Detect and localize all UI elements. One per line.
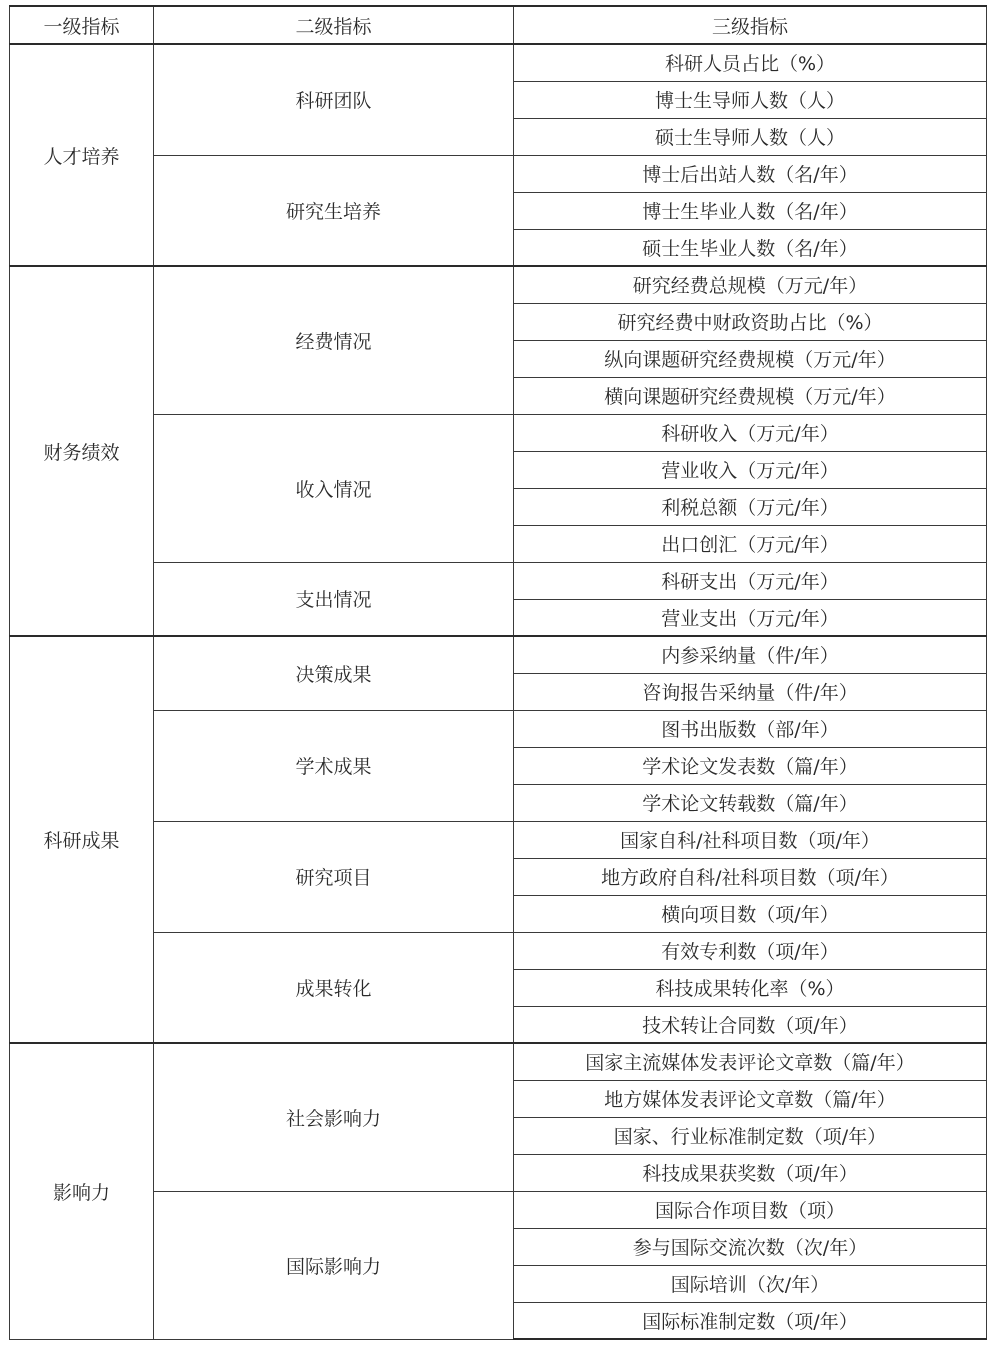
level-3-indicator: 学术论文发表数（篇/年） (514, 747, 987, 784)
level-3-indicator: 科技成果转化率（%） (514, 969, 987, 1006)
level-3-indicator: 研究经费中财政资助占比（%） (514, 303, 987, 340)
level-3-indicator: 研究经费总规模（万元/年） (514, 266, 987, 303)
table-row (10, 44, 987, 81)
level-3-indicator: 硕士生导师人数（人） (514, 118, 987, 155)
table-row (10, 155, 987, 192)
level-2-indicator: 科研团队 (154, 44, 514, 155)
level-3-indicator: 国家、行业标准制定数（项/年） (514, 1117, 987, 1154)
table-row (10, 932, 987, 969)
level-2-indicator: 国际影响力 (154, 1191, 514, 1339)
level-2-indicator: 收入情况 (154, 414, 514, 562)
level-3-indicator: 科研收入（万元/年） (514, 414, 987, 451)
level-2-indicator: 成果转化 (154, 932, 514, 1043)
table-row (10, 636, 987, 673)
level-1-indicator: 人才培养 (10, 44, 154, 266)
level-3-indicator: 国际培训（次/年） (514, 1265, 987, 1302)
level-1-indicator: 财务绩效 (10, 266, 154, 636)
table-row (10, 821, 987, 858)
level-3-indicator: 学术论文转载数（篇/年） (514, 784, 987, 821)
level-3-indicator: 地方媒体发表评论文章数（篇/年） (514, 1080, 987, 1117)
level-3-indicator: 硕士生毕业人数（名/年） (514, 229, 987, 266)
level-3-indicator: 博士生毕业人数（名/年） (514, 192, 987, 229)
level-2-indicator: 经费情况 (154, 266, 514, 414)
level-3-indicator: 图书出版数（部/年） (514, 710, 987, 747)
level-2-indicator: 学术成果 (154, 710, 514, 821)
table-row (10, 710, 987, 747)
level-3-indicator: 国家主流媒体发表评论文章数（篇/年） (514, 1043, 987, 1080)
header-level-1: 一级指标 (10, 6, 154, 44)
level-3-indicator: 参与国际交流次数（次/年） (514, 1228, 987, 1265)
table-row (10, 562, 987, 599)
level-3-indicator: 博士生导师人数（人） (514, 81, 987, 118)
level-3-indicator: 营业收入（万元/年） (514, 451, 987, 488)
level-3-indicator: 科技成果获奖数（项/年） (514, 1154, 987, 1191)
level-3-indicator: 国际合作项目数（项） (514, 1191, 987, 1228)
header-level-2: 二级指标 (154, 6, 514, 44)
level-1-indicator: 科研成果 (10, 636, 154, 1043)
level-3-indicator: 科研人员占比（%） (514, 44, 987, 81)
level-3-indicator: 技术转让合同数（项/年） (514, 1006, 987, 1043)
level-1-indicator: 影响力 (10, 1043, 154, 1339)
level-3-indicator: 地方政府自科/社科项目数（项/年） (514, 858, 987, 895)
indicator-table-body (10, 44, 987, 1339)
level-3-indicator: 咨询报告采纳量（件/年） (514, 673, 987, 710)
level-3-indicator: 利税总额（万元/年） (514, 488, 987, 525)
level-2-indicator: 研究生培养 (154, 155, 514, 266)
level-3-indicator: 博士后出站人数（名/年） (514, 155, 987, 192)
header-level-3: 三级指标 (514, 6, 987, 44)
level-3-indicator: 科研支出（万元/年） (514, 562, 987, 599)
level-3-indicator: 横向项目数（项/年） (514, 895, 987, 932)
table-row (10, 414, 987, 451)
level-3-indicator: 出口创汇（万元/年） (514, 525, 987, 562)
header-row (10, 6, 987, 44)
level-3-indicator: 内参采纳量（件/年） (514, 636, 987, 673)
indicator-table (9, 5, 987, 1340)
level-2-indicator: 研究项目 (154, 821, 514, 932)
level-2-indicator: 社会影响力 (154, 1043, 514, 1191)
table-row (10, 266, 987, 303)
table-row (10, 1191, 987, 1228)
level-3-indicator: 营业支出（万元/年） (514, 599, 987, 636)
level-3-indicator: 有效专利数（项/年） (514, 932, 987, 969)
level-3-indicator: 横向课题研究经费规模（万元/年） (514, 377, 987, 414)
level-2-indicator: 决策成果 (154, 636, 514, 710)
level-3-indicator: 国家自科/社科项目数（项/年） (514, 821, 987, 858)
level-2-indicator: 支出情况 (154, 562, 514, 636)
level-3-indicator: 纵向课题研究经费规模（万元/年） (514, 340, 987, 377)
table-row (10, 1043, 987, 1080)
level-3-indicator: 国际标准制定数（项/年） (514, 1302, 987, 1339)
indicator-table-wrapper (9, 5, 987, 1340)
